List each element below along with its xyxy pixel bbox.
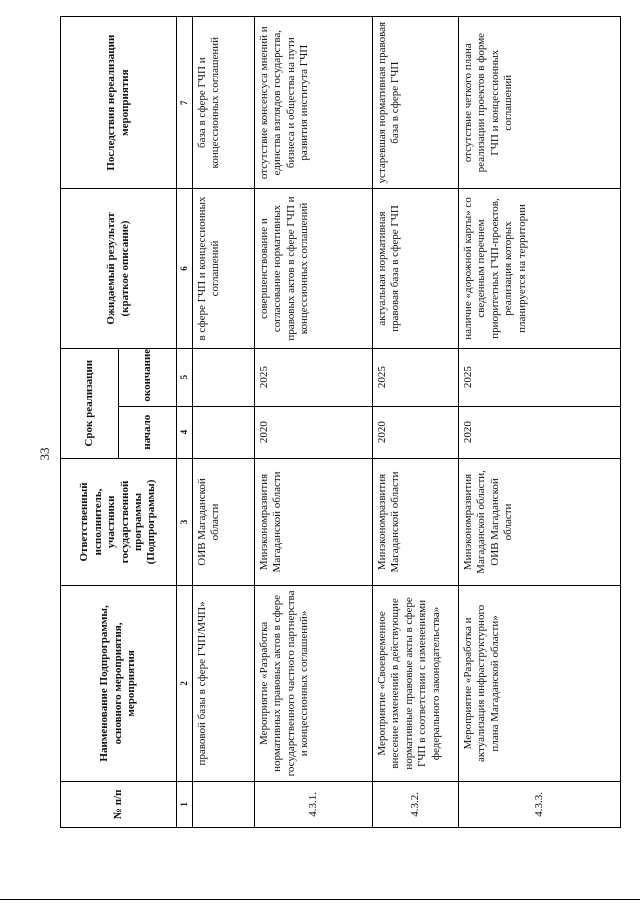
row-end [193,348,255,406]
header-start: начало [119,406,177,458]
row-start: 2020 [255,406,373,458]
row-num [193,781,255,827]
table-row [373,17,459,828]
row-num: 4.3.3. [459,781,621,827]
table-row [193,17,255,828]
column-number: 3 [177,458,193,585]
row-executor: ОИВ Магаданской области [193,458,255,585]
row-num: 4.3.1. [255,781,373,827]
row-executor: Минэкономразвития Магаданской области [255,458,373,585]
row-name: Мероприятие «Разработка нормативных правовых актов в сфере государственного частного партнерства и концессионных соглашений» [255,586,373,782]
row-executor: Минэкономразвития Магаданской области, ОИВ Магаданской области [459,458,621,585]
rotated-table-container [60,16,620,828]
row-end: 2025 [373,348,459,406]
header-result: Ожидаемый результат (краткое описание) [61,189,177,348]
table-row [255,17,373,828]
row-consequences: отсутствие четкого плана реализации проектов в форме ГЧП и концессионных соглашений [459,17,621,189]
events-table [60,16,621,828]
column-number: 5 [177,348,193,406]
header-num: № п/п [61,781,177,827]
row-name: Мероприятие «Своевременное внесение изменений в действующие нормативные правовые акты в сфере ГЧП в соответствии с изменениями федерального законодательства» [373,586,459,782]
row-result: актуальная нормативная правовая база в сфере ГЧП [373,189,459,348]
row-consequences: устаревшая нормативная правовая база в сфере ГЧП [373,17,459,189]
column-number: 1 [177,781,193,827]
row-num: 4.3.2. [373,781,459,827]
header-consequences: Последствия нереализации мероприятия [61,17,177,189]
header-end: окончание [119,348,177,406]
column-number: 7 [177,17,193,189]
page-number: 33 [37,447,52,461]
row-consequences: база в сфере ГЧП и концессионных соглашений [193,17,255,189]
row-start: 2020 [459,406,621,458]
header-name: Наименование Подпрограммы, основного мероприятия, мероприятия [61,586,177,782]
row-start: 2020 [373,406,459,458]
row-start [193,406,255,458]
header-executor: Ответственный исполнитель, участники государственной программы (Подпрограммы) [61,458,177,585]
column-number: 4 [177,406,193,458]
row-name: Мероприятие «Разработка и актуализация инфраструктурного плана Магаданской области» [459,586,621,782]
row-name: правовой базы в сфере ГЧП/МЧП» [193,586,255,782]
row-executor: Минэкономразвития Магаданской области [373,458,459,585]
row-end: 2025 [459,348,621,406]
column-numbers-row [177,17,193,828]
column-number: 2 [177,586,193,782]
table-row [459,17,621,828]
row-result: наличие «дорожной карты» со сведенным перечнем приоритетных ГЧП-проектов, реализация которых планируется на территории [459,189,621,348]
bottom-rule [0,899,640,900]
row-consequences: отсутствие консенсуса мнений и единства взглядов государства, бизнеса и общества на пути развития института ГЧП [255,17,373,189]
column-number: 6 [177,189,193,348]
header-period: Срок реализации [61,348,119,458]
row-result: совершенствование и согласование нормативных правовых актов в сфере ГЧП и концессионных соглашений [255,189,373,348]
row-end: 2025 [255,348,373,406]
row-result: в сфере ГЧП и концессионных соглашений [193,189,255,348]
